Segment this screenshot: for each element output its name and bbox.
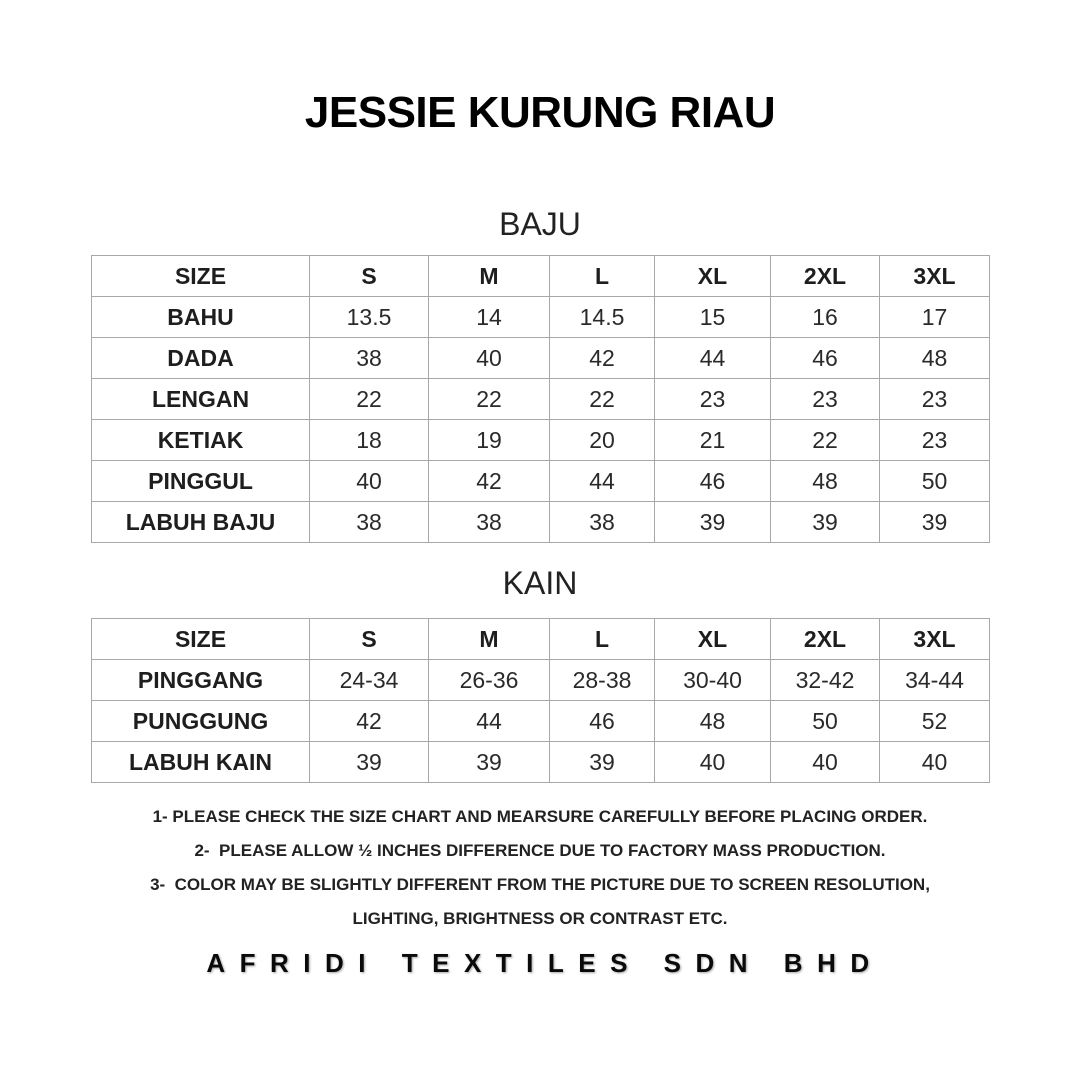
- row-label: PUNGGUNG: [92, 701, 310, 742]
- note-line: 1- PLEASE CHECK THE SIZE CHART AND MEARSURE CAREFULLY BEFORE PLACING ORDER.: [152, 807, 928, 826]
- table-cell: 52: [880, 701, 990, 742]
- table-cell: 50: [771, 701, 880, 742]
- table-row: [92, 338, 990, 379]
- note-line: 3- COLOR MAY BE SLIGHTLY DIFFERENT FROM THE PICTURE DUE TO SCREEN RESOLUTION,: [150, 875, 930, 894]
- row-label: LABUH BAJU: [92, 502, 310, 543]
- baju-header-cell: M: [429, 256, 550, 297]
- table-cell: 28-38: [550, 660, 655, 701]
- note-line: 2- PLEASE ALLOW ½ INCHES DIFFERENCE DUE TO FACTORY MASS PRODUCTION.: [194, 841, 886, 860]
- table-cell: 26-36: [429, 660, 550, 701]
- kain-header-cell: 2XL: [771, 619, 880, 660]
- table-cell: 40: [655, 742, 771, 783]
- table-cell: 40: [771, 742, 880, 783]
- row-label: KETIAK: [92, 420, 310, 461]
- table-cell: 16: [771, 297, 880, 338]
- table-cell: 40: [880, 742, 990, 783]
- table-cell: 48: [655, 701, 771, 742]
- table-cell: 18: [310, 420, 429, 461]
- row-label: DADA: [92, 338, 310, 379]
- table-cell: 39: [880, 502, 990, 543]
- table-cell: 23: [880, 379, 990, 420]
- table-cell: 39: [771, 502, 880, 543]
- table-cell: 22: [771, 420, 880, 461]
- table-cell: 19: [429, 420, 550, 461]
- table-cell: 13.5: [310, 297, 429, 338]
- row-label: PINGGANG: [92, 660, 310, 701]
- table-cell: 42: [429, 461, 550, 502]
- table-cell: 39: [310, 742, 429, 783]
- page-title: JESSIE KURUNG RIAU: [304, 88, 776, 137]
- kain-header-cell: S: [310, 619, 429, 660]
- table-cell: 30-40: [655, 660, 771, 701]
- table-cell: 22: [310, 379, 429, 420]
- baju-section-title: BAJU: [499, 206, 581, 242]
- kain-section-title: KAIN: [502, 565, 578, 601]
- company-name: AFRIDI TEXTILES SDN BHD: [206, 948, 884, 978]
- row-label: PINGGUL: [92, 461, 310, 502]
- kain-header-cell: XL: [655, 619, 771, 660]
- table-cell: 40: [429, 338, 550, 379]
- table-cell: 17: [880, 297, 990, 338]
- table-cell: 38: [310, 338, 429, 379]
- note-line: LIGHTING, BRIGHTNESS OR CONTRAST ETC.: [352, 909, 728, 928]
- table-cell: 44: [655, 338, 771, 379]
- baju-header-cell: XL: [655, 256, 771, 297]
- table-cell: 48: [880, 338, 990, 379]
- baju-header-cell: S: [310, 256, 429, 297]
- baju-header-cell: L: [550, 256, 655, 297]
- table-cell: 38: [310, 502, 429, 543]
- row-label: LABUH KAIN: [92, 742, 310, 783]
- kain-header-cell: SIZE: [92, 619, 310, 660]
- table-cell: 46: [655, 461, 771, 502]
- baju-header-cell: SIZE: [92, 256, 310, 297]
- table-cell: 42: [550, 338, 655, 379]
- table-cell: 15: [655, 297, 771, 338]
- kain-header-cell: L: [550, 619, 655, 660]
- table-cell: 39: [429, 742, 550, 783]
- table-cell: 38: [429, 502, 550, 543]
- kain-header-row: [92, 619, 990, 660]
- table-cell: 24-34: [310, 660, 429, 701]
- table-row: [92, 379, 990, 420]
- table-cell: 22: [429, 379, 550, 420]
- table-cell: 38: [550, 502, 655, 543]
- kain-header-cell: M: [429, 619, 550, 660]
- baju-header-cell: 3XL: [880, 256, 990, 297]
- kain-size-table: [91, 618, 990, 783]
- table-cell: 46: [550, 701, 655, 742]
- baju-size-table: [91, 255, 990, 543]
- table-cell: 40: [310, 461, 429, 502]
- table-cell: 48: [771, 461, 880, 502]
- table-row: [92, 297, 990, 338]
- table-cell: 21: [655, 420, 771, 461]
- baju-header-cell: 2XL: [771, 256, 880, 297]
- table-cell: 23: [771, 379, 880, 420]
- table-cell: 44: [550, 461, 655, 502]
- table-cell: 32-42: [771, 660, 880, 701]
- table-row: [92, 701, 990, 742]
- table-row: [92, 502, 990, 543]
- table-cell: 14.5: [550, 297, 655, 338]
- table-cell: 14: [429, 297, 550, 338]
- table-cell: 39: [550, 742, 655, 783]
- row-label: LENGAN: [92, 379, 310, 420]
- table-cell: 22: [550, 379, 655, 420]
- row-label: BAHU: [92, 297, 310, 338]
- table-cell: 23: [655, 379, 771, 420]
- table-row: [92, 742, 990, 783]
- table-cell: 20: [550, 420, 655, 461]
- baju-header-row: [92, 256, 990, 297]
- notes-block: [0, 800, 1080, 936]
- table-cell: 46: [771, 338, 880, 379]
- table-cell: 50: [880, 461, 990, 502]
- table-cell: 34-44: [880, 660, 990, 701]
- table-cell: 39: [655, 502, 771, 543]
- table-cell: 23: [880, 420, 990, 461]
- table-row: [92, 420, 990, 461]
- table-cell: 44: [429, 701, 550, 742]
- table-row: [92, 461, 990, 502]
- table-cell: 42: [310, 701, 429, 742]
- table-row: [92, 660, 990, 701]
- kain-header-cell: 3XL: [880, 619, 990, 660]
